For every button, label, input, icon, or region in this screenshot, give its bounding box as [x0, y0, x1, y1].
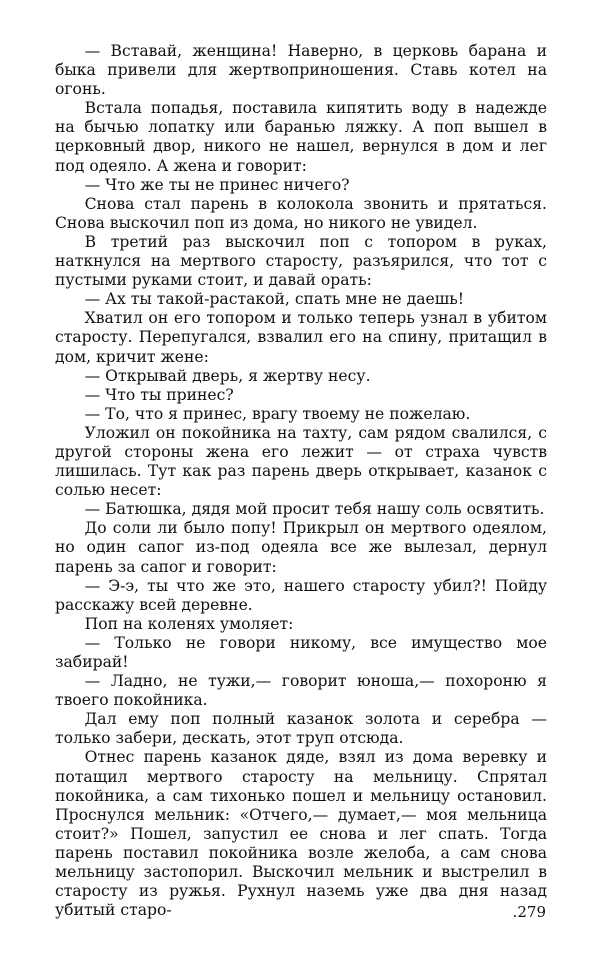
paragraph: — Что же ты не принес ничего? [84, 175, 350, 194]
paragraph: В третий раз выскочил поп с топором в руках, наткнулся на мертвого старосту, разъярился, что тот с пустыми руками стоит, и давай орать: [55, 232, 547, 290]
paragraph: До соли ли было попу! Прикрыл он мертвого одеялом, но один сапог из-под одеяла все же вылезал, дернул парень за сапог и говорит: [55, 519, 547, 576]
paragraph: — Ах ты такой-растакой, спать мне не даешь! [84, 290, 464, 309]
paragraph: — Батюшка, дядя мой просит тебя нашу соль освятить. [84, 500, 545, 519]
paragraph: — Открывай дверь, я жертву несу. [84, 366, 371, 385]
paragraph: — Только не говори никому, все имущество мое забирай! [55, 633, 547, 671]
paragraph: Отнес парень казанок дяде, взял из дома веревку и потащил мертвого старосту на мельницу. Спрятал покойника, а сам тихонько пошел и мельницу остановил. Проснулся мельник: «Отчего,— думает,— моя мельница стоит?» Пошел, запустил ее снова и лег спать. Тогда парень поставил покойника возле желоба, а сам снова мельницу застопорил. Выскочил мельник и выстрелил в старосту из ружья. Рухнул наземь уже два дня назад убитый старо- [55, 748, 547, 920]
paragraph: — Ладно, не тужи,— говорит юноша,— похороню я твоего покойника. [55, 672, 547, 710]
paragraph: Уложил он покойника на тахту, сам рядом свалился, с другой стороны жена его лежит — от страха чувств лишилась. Тут как раз парень дверь открывает, казанок с солью несет: [55, 423, 547, 500]
paragraph: — Что ты принес? [84, 385, 234, 404]
paragraph: Дал ему поп полный казанок золота и серебра — только забери, дескать, этот труп отсюда. [55, 710, 547, 748]
paragraph: Встала попадья, поставила кипятить воду в надежде на бычью лопатку или баранью ляжку. А поп вышел в церковный двор, никого не нашел, вернулся в дом и лег под одеяло. А жена и говорит: [55, 99, 547, 175]
paragraph: Снова стал парень в колокола звонить и прятаться. Снова выскочил поп из дома, но никого не увидел. [55, 194, 547, 232]
page-text [55, 42, 547, 920]
paragraph: — Вставай, женщина! Наверно, в церковь барана и быка привели для жертвоприношения. Ставь котел на огонь. [55, 42, 547, 99]
paragraph: Поп на коленях умоляет: [84, 614, 294, 633]
paragraph: — Э-э, ты что же это, нашего старосту убил?! Пойду расскажу всей деревне. [55, 576, 547, 614]
paragraph: Хватил он его топором и только теперь узнал в убитом старосту. Перепугался, взвалил его на спину, притащил в дом, кричит жене: [55, 309, 547, 366]
page-number: .279 [512, 903, 546, 921]
paragraph: — То, что я принес, врагу твоему не пожелаю. [84, 404, 471, 423]
